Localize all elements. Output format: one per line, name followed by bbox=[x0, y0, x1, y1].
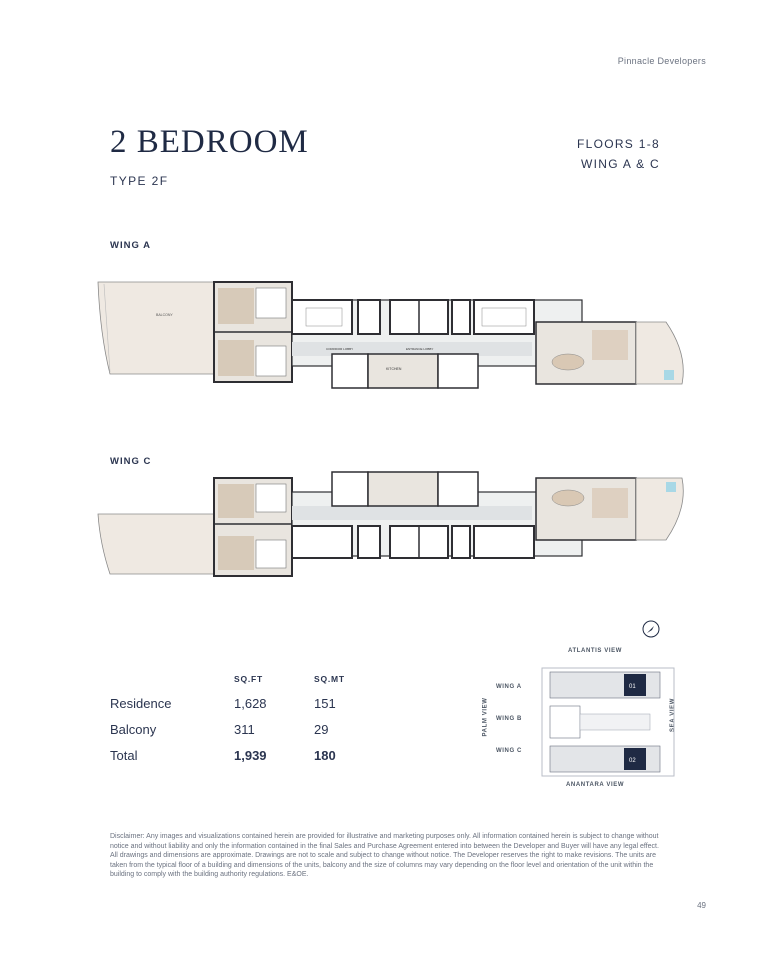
bed-1 bbox=[218, 484, 254, 518]
sqmt-header: SQ.MT bbox=[314, 674, 345, 684]
entrance-text: ENTRANCE LOBBY bbox=[406, 347, 434, 351]
disclaimer-text: Disclaimer: Any images and visualizations contained herein are provided for illustrative and marketing purposes only. All information contained herein is subject to change without notice and without liability and only the information contained in the final Sales and Purchase Agreement entered into between the Developer and Buyer will have any legal effect. All drawings and dimensions are approximate. Drawings are not to scale and subject to change without notice. The Developer reserves the right to make revisions. The units are taken from the typical floor of a building and dimensions of the units, balcony and the size of columns may vary depending on the floor level and orientation of the unit within the building to comply with the building authority regulations. E&OE. bbox=[110, 833, 659, 879]
page-title: 2 BEDROOM bbox=[110, 124, 309, 160]
kitchen bbox=[368, 354, 438, 388]
living-balcony bbox=[636, 478, 683, 540]
wing-a-label: WING A bbox=[110, 240, 152, 251]
bed-2 bbox=[218, 536, 254, 570]
bathroom-2 bbox=[256, 540, 286, 568]
wing-a-floor-plan bbox=[96, 274, 688, 390]
shaft-2 bbox=[452, 300, 470, 334]
bed-2 bbox=[218, 340, 254, 376]
atlantis-view-label: ATLANTIS VIEW bbox=[568, 648, 623, 654]
sofa-set bbox=[592, 488, 628, 518]
floors-info bbox=[577, 134, 660, 174]
unit-01-label: 01 bbox=[629, 684, 636, 690]
stair-core-2 bbox=[474, 300, 534, 334]
bathroom-1 bbox=[256, 484, 286, 512]
row-label: Balcony bbox=[110, 722, 157, 737]
plunge-pool bbox=[664, 370, 674, 380]
row-label: Total bbox=[110, 748, 138, 763]
wings-line: WING A & C bbox=[580, 157, 660, 171]
row-sqmt: 29 bbox=[314, 722, 329, 737]
dining-table bbox=[552, 354, 584, 370]
corridor-band bbox=[292, 506, 532, 520]
bathroom-1 bbox=[256, 288, 286, 318]
dining-table bbox=[552, 490, 584, 506]
row-sqft: 311 bbox=[234, 722, 255, 737]
service-room-1 bbox=[332, 472, 368, 506]
page-number: 49 bbox=[697, 901, 706, 910]
unit-02-label: 02 bbox=[629, 758, 636, 764]
service-room-1 bbox=[332, 354, 368, 388]
stair-core-2 bbox=[474, 526, 534, 558]
balcony-area bbox=[98, 514, 214, 574]
wing-a-key-label: WING A bbox=[496, 684, 522, 690]
row-sqmt: 151 bbox=[314, 696, 336, 711]
anantara-view-label: ANANTARA VIEW bbox=[566, 782, 625, 788]
wing-c-key-label: WING C bbox=[496, 748, 522, 754]
living-balcony bbox=[636, 322, 683, 384]
palm-view-label: PALM VIEW bbox=[482, 697, 489, 737]
sqft-header: SQ.FT bbox=[234, 674, 264, 684]
corridor-text: CORRIDOR LOBBY bbox=[326, 347, 354, 351]
key-plan bbox=[480, 640, 690, 800]
shaft-1 bbox=[358, 300, 380, 334]
unit-type: TYPE 2F bbox=[110, 174, 169, 188]
stair-core-1 bbox=[292, 526, 352, 558]
stair-core-1 bbox=[292, 300, 352, 334]
wing-c-label: WING C bbox=[110, 456, 152, 467]
service-room-2 bbox=[438, 472, 478, 506]
balcony-text: BALCONY bbox=[156, 313, 173, 317]
row-sqft: 1,939 bbox=[234, 748, 267, 763]
shaft-2 bbox=[452, 526, 470, 558]
sofa-set bbox=[592, 330, 628, 360]
wing-c-floor-plan bbox=[96, 464, 688, 580]
plunge-pool bbox=[666, 482, 676, 492]
row-sqft: 1,628 bbox=[234, 696, 267, 711]
row-label: Residence bbox=[110, 696, 172, 711]
bed-1 bbox=[218, 288, 254, 324]
compass-icon bbox=[642, 620, 660, 638]
sea-view-label: SEA VIEW bbox=[669, 698, 676, 732]
bathroom-2 bbox=[256, 346, 286, 376]
shaft-1 bbox=[358, 526, 380, 558]
kitchen-text: KITCHEN bbox=[386, 367, 402, 371]
floors-line: FLOORS 1-8 bbox=[576, 137, 660, 151]
brand-name: Pinnacle Developers bbox=[617, 56, 706, 66]
balcony-area bbox=[98, 282, 214, 374]
wing-b-key-label: WING B bbox=[496, 716, 522, 722]
service-room-2 bbox=[438, 354, 478, 388]
row-sqmt: 180 bbox=[314, 748, 336, 763]
kitchen bbox=[368, 472, 438, 506]
key-plan-drawing bbox=[540, 666, 676, 778]
